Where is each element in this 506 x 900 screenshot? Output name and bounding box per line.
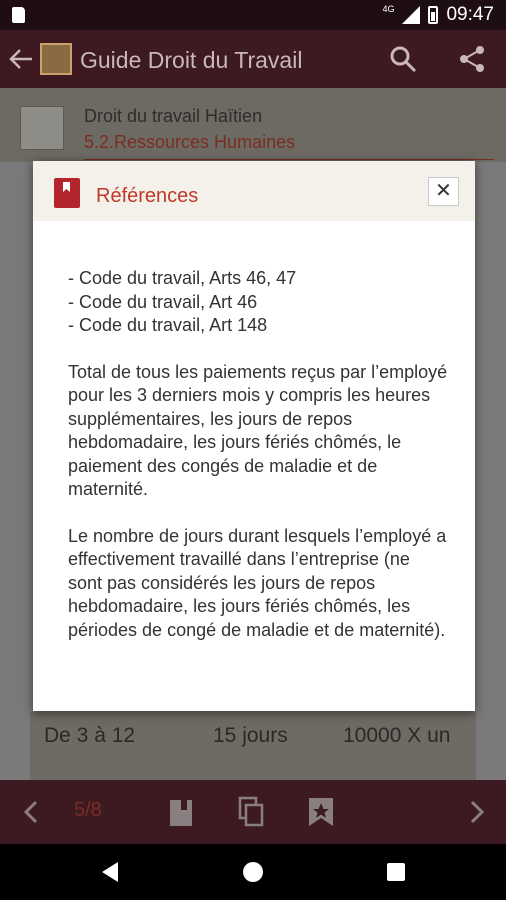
- bookmark-icon[interactable]: [166, 796, 198, 828]
- table-cell: 15 jours: [213, 724, 288, 747]
- nav-back-icon[interactable]: [98, 860, 122, 884]
- reference-item: - Code du travail, Art 148: [68, 315, 268, 335]
- sd-card-icon: [12, 7, 25, 23]
- table-cell: 10000 X un: [343, 724, 451, 747]
- share-icon[interactable]: [457, 44, 487, 74]
- copy-icon[interactable]: [236, 796, 268, 828]
- nav-recents-icon[interactable]: [384, 860, 408, 884]
- back-arrow-icon[interactable]: [8, 46, 34, 72]
- reference-item: - Code du travail, Arts 46, 47: [68, 268, 297, 288]
- status-time: 09:47: [446, 4, 494, 25]
- battery-icon: [428, 6, 438, 24]
- references-dialog: [33, 161, 475, 711]
- status-right: [382, 4, 494, 26]
- bookmark-icon: [54, 178, 80, 208]
- dialog-header: [33, 161, 475, 221]
- sub-header-title: Droit du travail Haïtien: [84, 106, 263, 126]
- bottom-bar: [0, 780, 506, 844]
- app-logo-icon: [40, 43, 72, 75]
- close-button[interactable]: ✕: [428, 177, 459, 206]
- dialog-title: Références: [96, 185, 199, 207]
- sub-header-section[interactable]: 5.2.Ressources Humaines: [84, 132, 296, 152]
- table-cell: De 3 à 12: [44, 724, 136, 747]
- chevron-left-icon[interactable]: [16, 796, 48, 828]
- signal-icon: [402, 6, 420, 24]
- references-list: [68, 267, 448, 338]
- emblem-icon: [20, 106, 64, 150]
- page-indicator: 5/8: [74, 799, 102, 821]
- app-bar: [0, 30, 506, 88]
- status-bar: [0, 0, 506, 30]
- paragraph-days: Le nombre de jours durant lesquels l’employé a effectivement travaillé dans l’entreprise (ne sont pas considérés les jours de repos hebdomadaire, les jours fériés chômés, les périodes de congé de maladie et de maternité).: [68, 525, 447, 640]
- reference-item: - Code du travail, Art 46: [68, 291, 258, 312]
- divider: [84, 159, 494, 160]
- star-bookmark-icon[interactable]: [305, 796, 337, 828]
- system-nav-bar: [0, 844, 506, 900]
- sub-header: [0, 88, 506, 162]
- app-title: Guide Droit du Travail: [80, 47, 303, 73]
- signal-label: 4G: [382, 4, 395, 14]
- nav-home-icon[interactable]: [241, 860, 265, 884]
- paragraph-salary: Total de tous les paiements reçus par l’employé pour les 3 derniers mois y compris les heures supplémentaires, les jours de repos hebdomadaire, les jours fériés chômés, le paiement des congés de maladie et de maternité.: [68, 361, 448, 499]
- table-row: [30, 712, 476, 780]
- chevron-right-icon[interactable]: [460, 796, 492, 828]
- dialog-content: [68, 267, 448, 665]
- search-icon[interactable]: [388, 44, 418, 74]
